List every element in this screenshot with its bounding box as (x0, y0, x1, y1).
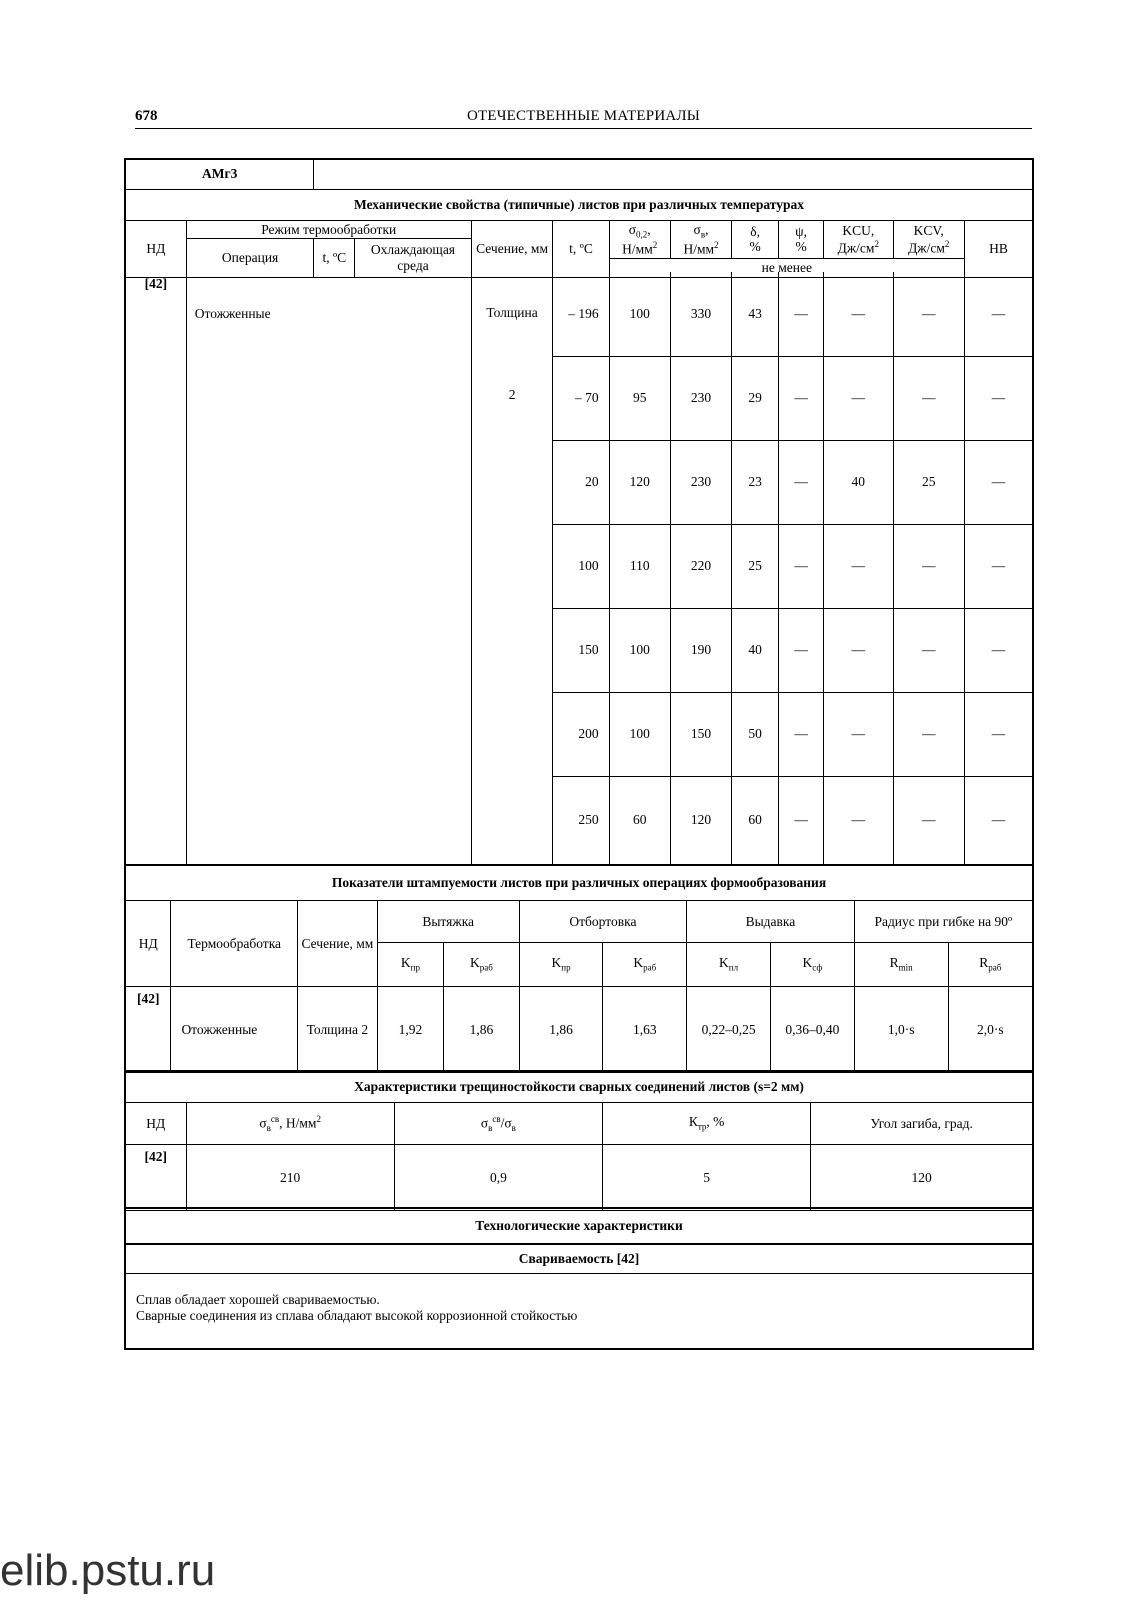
col-nd: НД (126, 220, 186, 277)
delta-cell: 25 (732, 524, 779, 608)
page-number: 678 (135, 108, 158, 124)
col-section: Сечение, мм (471, 220, 553, 277)
material-grade: АМг3 (126, 159, 314, 189)
stamp-value: 1,0·s (854, 987, 948, 1073)
stamp-value: 1,63 (603, 987, 687, 1073)
weldability-text (126, 1274, 1032, 1348)
crack-value: 210 (186, 1145, 394, 1211)
temp-cell: – 196 (553, 272, 609, 356)
stamp-col-section: Сечение, мм (298, 901, 378, 987)
psi-cell: — (779, 440, 824, 524)
hb-cell: — (965, 608, 1032, 692)
tech-table (126, 1207, 1032, 1348)
hb-cell: — (965, 272, 1032, 356)
sigmav-cell: 230 (670, 440, 731, 524)
sigma02-cell: 110 (609, 524, 670, 608)
stamp-col-heat: Термообработка (171, 901, 298, 987)
hb-cell: — (965, 692, 1032, 776)
col-delta: δ, % (732, 220, 779, 259)
psi-cell: — (779, 692, 824, 776)
weldability-title: Свариваемость [42] (126, 1244, 1032, 1274)
weldability-line-2: Сварные соединения из сплава обладают высокой коррозионной стойкостью (136, 1307, 578, 1323)
data-row (126, 272, 1032, 356)
crack-col-nd: НД (126, 1103, 186, 1145)
r-rab-header: $R_{раб}$ (948, 943, 1032, 987)
kcv-cell: — (893, 524, 964, 608)
stamping-table (126, 864, 1032, 1073)
mechanical-properties-table (126, 158, 1032, 278)
col-psi: ψ, % (779, 220, 824, 259)
stamp-value: 0,36–0,40 (770, 987, 854, 1073)
hb-cell: — (965, 776, 1032, 864)
kcu-cell: — (824, 272, 893, 356)
temp-cell: 250 (553, 776, 609, 864)
col-heat-mode: Режим термообработки (186, 220, 471, 239)
temp-cell: 20 (553, 440, 609, 524)
sigma02-cell: 100 (609, 272, 670, 356)
sigma02-cell: 60 (609, 776, 670, 864)
psi-cell: — (779, 272, 824, 356)
sigmav-cell: 120 (670, 776, 731, 864)
hb-cell: — (965, 524, 1032, 608)
kcu-cell: — (824, 776, 893, 864)
col-cooling: Охлаждающая среда (355, 239, 471, 278)
psi-cell: — (779, 356, 824, 440)
crack-col-ktr: $К_{тр}$, % (603, 1103, 811, 1145)
sigmav-cell: 230 (670, 356, 731, 440)
temp-cell: 200 (553, 692, 609, 776)
stamping-title: Показатели штампуемости листов при различных операциях формообразования (126, 865, 1032, 901)
col-hb: НВ (964, 220, 1032, 277)
watermark: elib.pstu.ru (0, 1546, 216, 1595)
delta-cell: 50 (732, 692, 779, 776)
col-sigma02: $\sigma_{0,2}$, $Н/мм^2$ (609, 220, 670, 259)
psi-cell: — (779, 524, 824, 608)
stamp-col-nd: НД (126, 901, 171, 987)
temp-cell: 150 (553, 608, 609, 692)
delta-cell: 23 (732, 440, 779, 524)
kcu-cell: — (824, 608, 893, 692)
weldability-line-1: Сплав обладает хорошей свариваемостью. (136, 1292, 380, 1307)
stamping-block (124, 864, 1034, 1073)
sigma02-cell: 100 (609, 692, 670, 776)
k-pr-header: $K_{пр}$ (519, 943, 603, 987)
stamp-value: 1,92 (377, 987, 443, 1073)
sigma02-cell: 100 (609, 608, 670, 692)
crack-value: 0,9 (394, 1145, 602, 1211)
mech-nd-ref: [42] (126, 272, 186, 864)
page-header (135, 106, 1032, 129)
delta-cell: 40 (732, 608, 779, 692)
col-kcv: KCV, $Дж/см^2$ (893, 220, 964, 259)
kcu-cell: 40 (824, 440, 893, 524)
col-kcu: KCU, $Дж/см^2$ (824, 220, 893, 259)
kcu-cell: — (824, 524, 893, 608)
col-temp: t, ºС (553, 220, 609, 277)
stamp-heat-value: Отожженные (171, 987, 298, 1073)
sigmav-cell: 190 (670, 608, 731, 692)
psi-cell: — (779, 776, 824, 864)
crack-resistance-block (124, 1070, 1034, 1211)
sigmav-cell: 220 (670, 524, 731, 608)
stamp-value: 2,0·s (948, 987, 1032, 1073)
mech-title: Механические свойства (типичные) листов при различных температурах (126, 189, 1032, 220)
stamp-col-bulging: Выдавка (687, 901, 855, 943)
stamp-col-drawing: Вытяжка (377, 901, 519, 943)
crack-col-sigma-ratio: $\sigma_в^{св}/\sigma_в$ (394, 1103, 602, 1145)
kcv-cell: — (893, 608, 964, 692)
running-title: ОТЕЧЕСТВЕННЫЕ МАТЕРИАЛЫ (466, 108, 701, 124)
col-heat-t: t, ºС (314, 239, 355, 278)
temp-cell: 100 (553, 524, 609, 608)
stamp-data-row (126, 987, 1032, 1073)
kcv-cell: — (893, 776, 964, 864)
stamp-nd-ref: [42] (126, 987, 171, 1073)
delta-cell: 60 (732, 776, 779, 864)
stamp-value: 1,86 (444, 987, 520, 1073)
mechanical-data-block (124, 272, 1034, 864)
kcv-cell: — (893, 356, 964, 440)
k-sf-header: $K_{сф}$ (770, 943, 854, 987)
temp-cell: – 70 (553, 356, 609, 440)
mech-operation-value: Отожженные (186, 272, 471, 864)
hb-cell: — (965, 440, 1032, 524)
not-less-label: не менее (609, 259, 964, 278)
mechanical-properties-block (124, 158, 1034, 278)
stamp-value: 1,86 (519, 987, 603, 1073)
crack-value: 120 (811, 1145, 1032, 1211)
mechanical-data-table (126, 272, 1032, 865)
crack-nd-ref: [42] (126, 1145, 186, 1211)
k-pr-header: $K_{пр}$ (377, 943, 443, 987)
r-min-header: $R_{min}$ (854, 943, 948, 987)
material-blank (314, 159, 1032, 189)
k-rab-header: $K_{раб}$ (444, 943, 520, 987)
sigma02-cell: 120 (609, 440, 670, 524)
kcu-cell: — (824, 356, 893, 440)
k-rab-header: $K_{раб}$ (603, 943, 687, 987)
psi-cell: — (779, 608, 824, 692)
col-sigma-v: $\sigma_в$, $Н/мм^2$ (670, 220, 731, 259)
mech-section-value: Толщина 2 (471, 272, 553, 864)
col-operation: Операция (186, 239, 314, 278)
crack-value: 5 (603, 1145, 811, 1211)
kcu-cell: — (824, 692, 893, 776)
stamp-value: 0,22–0,25 (687, 987, 771, 1073)
delta-cell: 43 (732, 272, 779, 356)
stamp-col-bend-radius: Радиус при гибке на 90º (854, 901, 1032, 943)
stamp-section-value: Толщина 2 (298, 987, 378, 1073)
tech-block (124, 1207, 1034, 1350)
k-pl-header: $K_{пл}$ (687, 943, 771, 987)
tech-title: Технологические характеристики (126, 1208, 1032, 1244)
sigmav-cell: 150 (670, 692, 731, 776)
hb-cell: — (965, 356, 1032, 440)
crack-data-row (126, 1145, 1032, 1211)
crack-col-sigma-weld: $\sigma_в^{св}$, $Н/мм^2$ (186, 1103, 394, 1145)
sigma02-cell: 95 (609, 356, 670, 440)
kcv-cell: 25 (893, 440, 964, 524)
kcv-cell: — (893, 692, 964, 776)
crack-resistance-table (126, 1070, 1032, 1211)
crack-title: Характеристики трещиностойкости сварных соединений листов (s=2 мм) (126, 1071, 1032, 1103)
sigmav-cell: 330 (670, 272, 731, 356)
stamp-col-flanging: Отбортовка (519, 901, 687, 943)
delta-cell: 29 (732, 356, 779, 440)
crack-col-bend-angle: Угол загиба, град. (811, 1103, 1032, 1145)
kcv-cell: — (893, 272, 964, 356)
